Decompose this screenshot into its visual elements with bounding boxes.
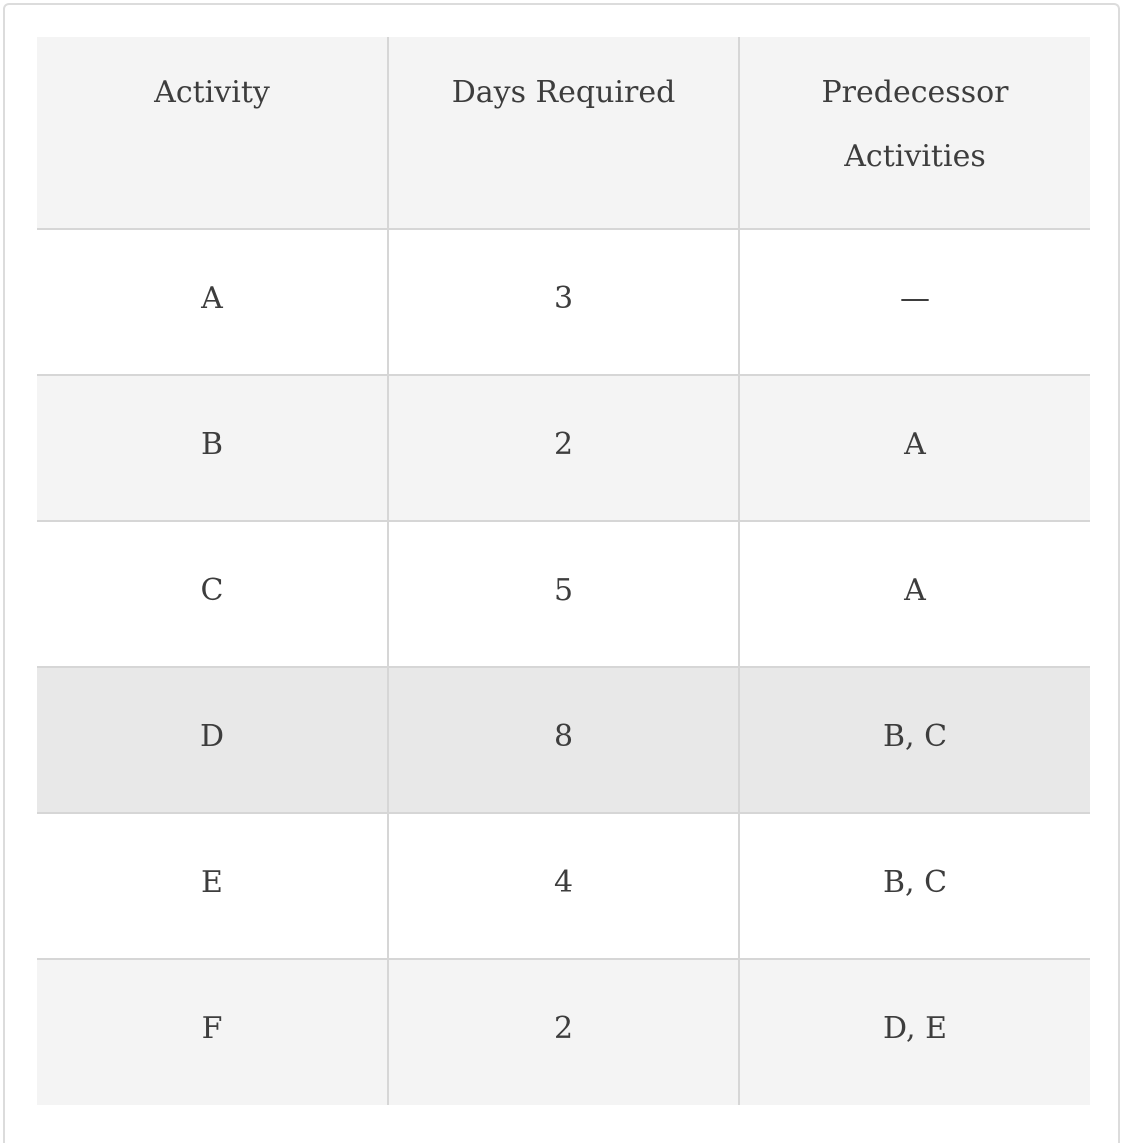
- cell-days: 2: [388, 375, 739, 521]
- cell-days: 5: [388, 521, 739, 667]
- cell-activity: B: [37, 375, 388, 521]
- cell-days: 4: [388, 813, 739, 959]
- table-body: [37, 229, 1090, 1105]
- cell-activity: C: [37, 521, 388, 667]
- cell-activity: F: [37, 959, 388, 1105]
- cell-activity: A: [37, 229, 388, 375]
- cell-activity: E: [37, 813, 388, 959]
- header-predecessor-activities: Predecessor Activities: [739, 37, 1090, 229]
- cell-days: 2: [388, 959, 739, 1105]
- table-row: [37, 959, 1090, 1105]
- cell-predecessors: D, E: [739, 959, 1090, 1105]
- cell-predecessors: B, C: [739, 667, 1090, 813]
- cell-predecessors: A: [739, 375, 1090, 521]
- table-header: [37, 37, 1090, 229]
- table-row: [37, 521, 1090, 667]
- table-row: [37, 375, 1090, 521]
- header-row: [37, 37, 1090, 229]
- table-row-highlighted: [37, 667, 1090, 813]
- header-activity: Activity: [37, 37, 388, 229]
- table-row: [37, 813, 1090, 959]
- cell-predecessors: A: [739, 521, 1090, 667]
- cell-days: 8: [388, 667, 739, 813]
- activity-table: [37, 37, 1090, 1105]
- cell-days: 3: [388, 229, 739, 375]
- cell-predecessors: B, C: [739, 813, 1090, 959]
- cell-predecessors: —: [739, 229, 1090, 375]
- cell-activity: D: [37, 667, 388, 813]
- header-days-required: Days Required: [388, 37, 739, 229]
- table-row: [37, 229, 1090, 375]
